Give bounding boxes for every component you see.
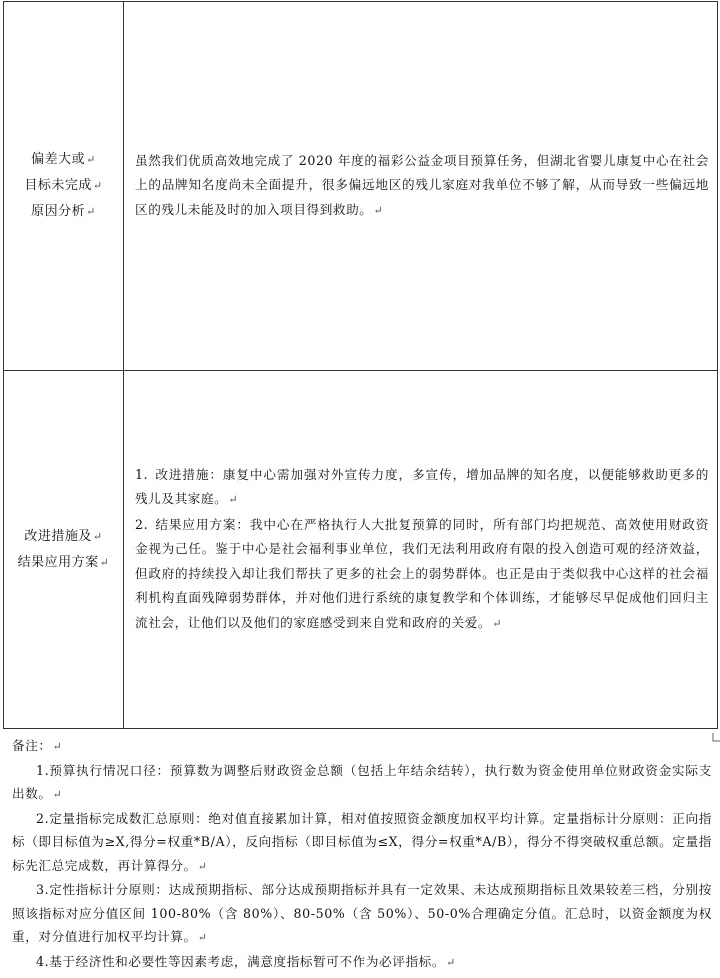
notes-heading-text: 备注： [12,738,52,753]
improvement-label [4,371,124,728]
note-item-4 [12,950,712,975]
note-item-3 [12,878,712,950]
item-text: 结果应用方案：我中心在严格执行人大批复预算的同时，所有部门均把规范、高效使用财政资金视为己任。鉴于中心是社会福利事业单位，我们无法利用政府有限的投入创造可观的经济效益，但政府的持续投入却让我们帮扶了更多的社会上的弱势群体。也正是由于类似我中心这样的社会福利机构直面残障弱势群体，并对他们进行系统的康复教学和个体训练，才能够尽早促成他们回归主流社会，让他们以及他们的家庭感受到来自党和政府的关爱。 [135,516,709,630]
label-line [24,173,102,199]
return-mark-icon: ↵ [92,529,103,543]
note-text: 1.预算执行情况口径：预算数为调整后财政资金总额（包括上年结余结转），执行数为资金使用单位财政资金实际支出数。 [12,762,712,801]
note-text: 4.基于经济性和必要性等因素考虑，满意度指标暂可不作为必评指标。 [36,953,446,969]
label-line-3: 原因分析 [31,204,86,219]
return-mark-icon: ↵ [86,205,96,218]
label-line [18,550,110,576]
label-line-2: 目标未完成 [24,178,92,193]
item-number: 2. [135,516,149,532]
label-line-2: 结果应用方案 [17,554,99,570]
improvement-content [125,371,717,728]
deviation-text: 虽然我们优质高效地完成了 2020 年度的福彩公益金项目预算任务，但湖北省婴儿康复中心在社会上的品牌知名度尚未全面提升，很多偏远地区的残儿家庭对我单位不够了解，从而导致一些偏远地区的残儿未能及时的加入项目得到救助。 [135,152,709,217]
improvement-row [4,371,717,728]
return-mark-icon: ↵ [52,740,63,753]
return-mark-icon: ↵ [492,616,503,630]
item-text: 改进措施：康复中心需加强对外宣传力度，多宣传，增加品牌的知名度，以便能够救助更多的残儿及其家庭。 [135,466,709,507]
evaluation-table [3,1,718,729]
return-mark-icon: ↵ [197,859,208,873]
deviation-paragraph [135,149,709,224]
notes-heading [12,734,712,759]
return-mark-icon: ↵ [373,203,384,217]
label-line [31,147,96,173]
return-mark-icon: ↵ [228,493,239,507]
label-line [31,199,96,225]
improvement-item-2 [135,513,709,637]
return-mark-icon: ↵ [446,955,456,969]
label-line-1: 偏差大或 [31,152,86,167]
deviation-analysis-content [125,2,717,370]
label-line-1: 改进措施及 [24,528,92,544]
deviation-analysis-row [4,2,717,371]
return-mark-icon: ↵ [92,179,103,192]
return-mark-icon: ↵ [99,555,110,569]
note-item-1 [12,759,712,807]
label-line [24,524,102,550]
note-text: 3.定性指标计分原则：达成预期指标、部分达成预期指标并具有一定效果、未达成预期指标且效果较差三档，分别按照该指标对应分值区间 100-80%（含 80%）、80-50%（含 50%）、50-0%合理确定分值。汇总时，以资金额度为权重，对分值进行加权平均计算。 [12,882,712,944]
deviation-analysis-label [4,2,124,370]
table-end-marker-icon [712,732,720,742]
return-mark-icon: ↵ [52,788,63,801]
improvement-item-1 [135,463,709,513]
item-number: 1. [135,466,149,482]
note-item-2 [12,807,712,879]
note-text: 2.定量指标完成数汇总原则：绝对值直接累加计算，相对值按照资金额度加权平均计算。定量指标计分原则：正向指标（即目标值为≥X,得分=权重*B/A），反向指标（即目标值为≤X，得分=权重*A/B），得分不得突破权重总额。定量指标先汇总完成数，再计算得分。 [12,810,712,873]
notes-section [12,734,712,974]
return-mark-icon: ↵ [197,931,208,944]
return-mark-icon: ↵ [86,153,96,166]
